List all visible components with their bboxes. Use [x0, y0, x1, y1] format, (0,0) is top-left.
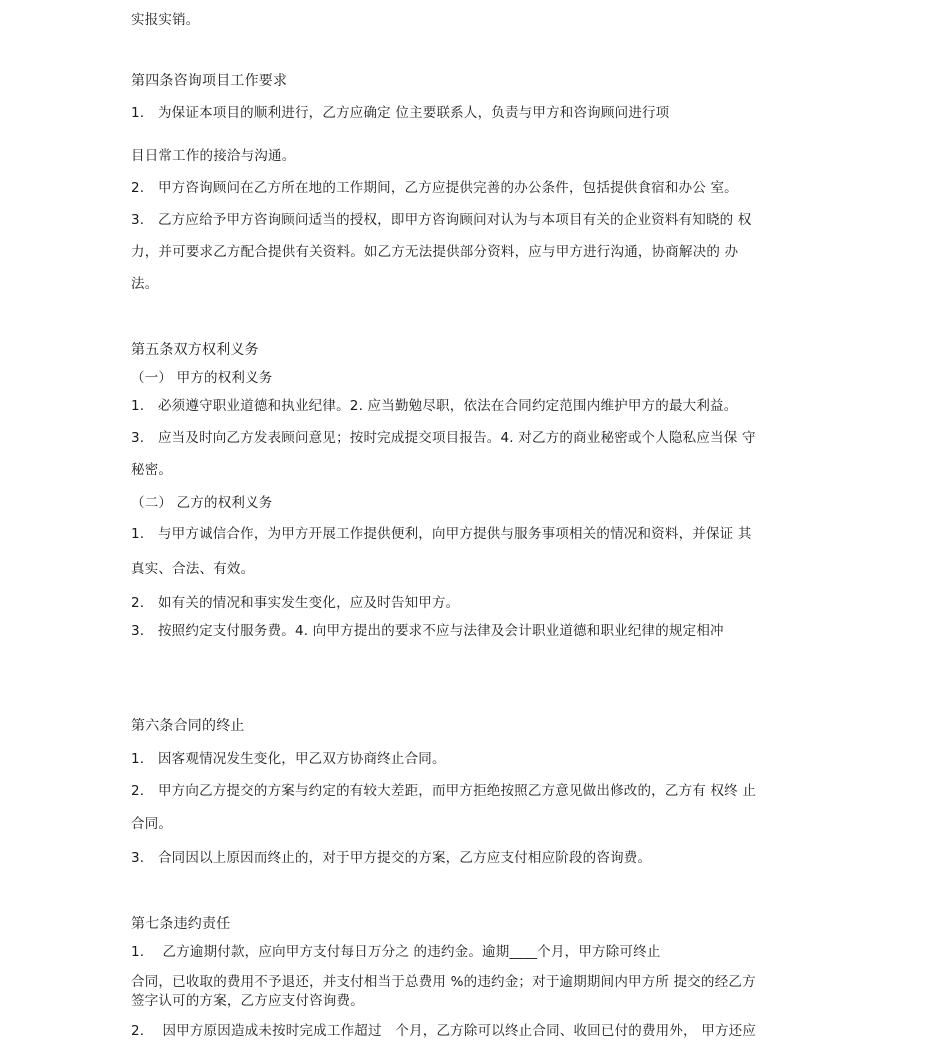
text-line: 合同，已收取的费用不予退还，并支付相当于总费用 %的违约金；对于逾期期间内甲方所 提交的经乙方: [131, 974, 756, 990]
text-line: 1. 与甲方诚信合作，为甲方开展工作提供便利，向甲方提供与服务事项相关的情况和资料，并保证 其: [131, 526, 752, 542]
text-line: 法。: [131, 276, 159, 292]
text-line: 3. 合同因以上原因而终止的，对于甲方提交的方案，乙方应支付相应阶段的咨询费。: [131, 850, 652, 866]
text-line: 2. 甲方咨询顾问在乙方所在地的工作期间，乙方应提供完善的办公条件，包括提供食宿和办公 室。: [131, 180, 738, 196]
text-line: 秘密。: [131, 462, 173, 478]
subsection-heading: （二） 乙方的权利义务: [131, 495, 273, 511]
text-line: 3. 乙方应给予甲方咨询顾问适当的授权，即甲方咨询顾问对认为与本项目有关的企业资料有知晓的 权: [131, 212, 752, 228]
section-heading-6: 第六条合同的终止: [131, 718, 245, 734]
subsection-heading: （一） 甲方的权利义务: [131, 370, 273, 386]
text-line: 力，并可要求乙方配合提供有关资料。如乙方无法提供部分资料，应与甲方进行沟通，协商解决的 办: [131, 244, 739, 260]
section-heading-7: 第七条违约责任: [131, 916, 231, 932]
text-line: 真实、合法、有效。: [131, 561, 255, 577]
text-line: 3. 按照约定支付服务费。4. 向甲方提出的要求不应与法律及会计职业道德和职业纪律的规定相冲: [131, 623, 724, 639]
text-line: 签字认可的方案，乙方应支付咨询费。: [131, 993, 364, 1009]
section-heading-5: 第五条双方权利义务: [131, 342, 259, 358]
text-line: 1. 必须遵守职业道德和执业纪律。2. 应当勤勉尽职，依法在合同约定范围内维护甲方的最大利益。: [131, 398, 738, 414]
text-line: 1. 因客观情况发生变化，甲乙双方协商终止合同。: [131, 751, 446, 767]
text-line: 目日常工作的接洽与沟通。: [131, 148, 296, 164]
text-line: 实报实销。: [131, 12, 200, 28]
text-line: 2. 甲方向乙方提交的方案与约定的有较大差距，而甲方拒绝按照乙方意见做出修改的，乙方有 权终 止: [131, 783, 757, 799]
text-line: 2. 因甲方原因造成未按时完成工作超过 个月，乙方除可以终止合同、收回已付的费用外， 甲方还应: [131, 1023, 757, 1039]
text-line: 1. 乙方逾期付款，应向甲方支付每日万分之 的违约金。逾期____个月，甲方除可终止: [131, 944, 661, 960]
text-line: 合同。: [131, 816, 173, 832]
text-line: 1. 为保证本项目的顺利进行，乙方应确定 位主要联系人，负责与甲方和咨询顾问进行项: [131, 105, 670, 121]
text-line: 2. 如有关的情况和事实发生变化，应及时告知甲方。: [131, 595, 460, 611]
text-line: 3. 应当及时向乙方发表顾问意见；按时完成提交项目报告。4. 对乙方的商业秘密或个人隐私应当保 守: [131, 430, 756, 446]
section-heading-4: 第四条咨询项目工作要求: [131, 73, 288, 89]
